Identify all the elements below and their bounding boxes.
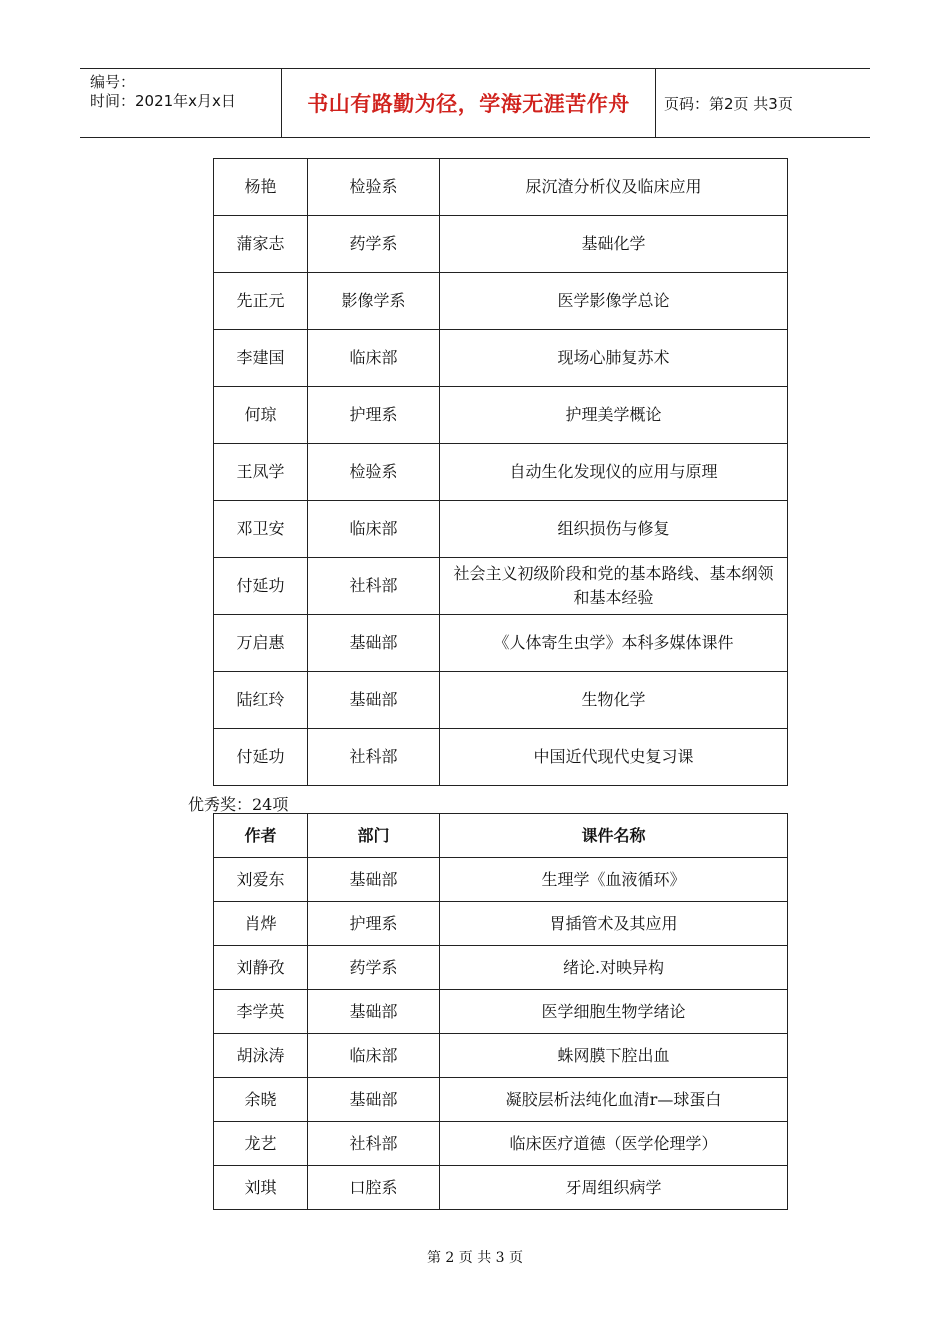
dept-cell: 药学系 (308, 216, 440, 273)
table-row (214, 902, 788, 946)
excellence-award-note: 优秀奖：24项 (188, 795, 289, 814)
dept-cell: 护理系 (308, 902, 440, 946)
dept-cell: 口腔系 (308, 1166, 440, 1210)
course-title-cell: 生物化学 (440, 672, 788, 729)
author-cell: 蒲家志 (214, 216, 308, 273)
author-cell: 王凤学 (214, 444, 308, 501)
table-row (214, 1122, 788, 1166)
course-title-cell: 自动生化发现仪的应用与原理 (440, 444, 788, 501)
header-page-cell (656, 69, 870, 137)
course-title-cell: 生理学《血液循环》 (440, 858, 788, 902)
dept-cell: 基础部 (308, 615, 440, 672)
dept-cell: 影像学系 (308, 273, 440, 330)
column-header-title: 课件名称 (440, 814, 788, 858)
author-cell: 先正元 (214, 273, 308, 330)
table-row (214, 1078, 788, 1122)
table-row (214, 273, 788, 330)
course-title-cell: 蛛网膜下腔出血 (440, 1034, 788, 1078)
course-title-cell: 绪论.对映异构 (440, 946, 788, 990)
table-row (214, 615, 788, 672)
table-row (214, 558, 788, 615)
course-title-cell: 现场心肺复苏术 (440, 330, 788, 387)
table-header-row (214, 814, 788, 858)
dept-cell: 临床部 (308, 501, 440, 558)
page-footer: 第 2 页 共 3 页 (426, 1250, 524, 1266)
course-title-cell: 牙周组织病学 (440, 1166, 788, 1210)
dept-cell: 基础部 (308, 990, 440, 1034)
table-row (214, 444, 788, 501)
dept-cell: 护理系 (308, 387, 440, 444)
column-header-author: 作者 (214, 814, 308, 858)
number-label: 编号： (90, 73, 136, 91)
dept-cell: 临床部 (308, 1034, 440, 1078)
header-motto-cell (282, 69, 656, 137)
header-meta (80, 69, 282, 137)
dept-cell: 基础部 (308, 672, 440, 729)
author-cell: 陆红玲 (214, 672, 308, 729)
course-title-cell: 临床医疗道德（医学伦理学） (440, 1122, 788, 1166)
table-row (214, 330, 788, 387)
table-row (214, 672, 788, 729)
excellence-award-table (213, 813, 788, 1210)
page-header (80, 68, 870, 138)
dept-cell: 检验系 (308, 444, 440, 501)
author-cell: 李学英 (214, 990, 308, 1034)
course-title-cell: 胃插管术及其应用 (440, 902, 788, 946)
author-cell: 万启惠 (214, 615, 308, 672)
dept-cell: 临床部 (308, 330, 440, 387)
author-cell: 何琼 (214, 387, 308, 444)
course-title-cell: 基础化学 (440, 216, 788, 273)
dept-cell: 社科部 (308, 558, 440, 615)
author-cell: 刘琪 (214, 1166, 308, 1210)
author-cell: 龙艺 (214, 1122, 308, 1166)
header-motto: 书山有路勤为径，学海无涯苦作舟 (307, 92, 630, 116)
table-row (214, 990, 788, 1034)
author-cell: 付延功 (214, 558, 308, 615)
course-title-cell: 《人体寄生虫学》本科多媒体课件 (440, 615, 788, 672)
column-header-dept: 部门 (308, 814, 440, 858)
course-title-cell: 医学细胞生物学绪论 (440, 990, 788, 1034)
time-label: 时间：2021年x月x日 (90, 92, 236, 110)
award-table-continued (213, 158, 788, 786)
table-row (214, 159, 788, 216)
table-row (214, 858, 788, 902)
course-title-cell: 护理美学概论 (440, 387, 788, 444)
dept-cell: 基础部 (308, 1078, 440, 1122)
table-row (214, 946, 788, 990)
table-row (214, 729, 788, 786)
dept-cell: 药学系 (308, 946, 440, 990)
author-cell: 杨艳 (214, 159, 308, 216)
table-row (214, 216, 788, 273)
author-cell: 邓卫安 (214, 501, 308, 558)
course-title-cell: 尿沉渣分析仪及临床应用 (440, 159, 788, 216)
author-cell: 肖烨 (214, 902, 308, 946)
author-cell: 胡泳涛 (214, 1034, 308, 1078)
author-cell: 刘爱东 (214, 858, 308, 902)
table-row (214, 1034, 788, 1078)
course-title-cell: 组织损伤与修复 (440, 501, 788, 558)
table-row (214, 1166, 788, 1210)
course-title-cell: 凝胶层析法纯化血清r—球蛋白 (440, 1078, 788, 1122)
dept-cell: 基础部 (308, 858, 440, 902)
dept-cell: 社科部 (308, 729, 440, 786)
author-cell: 付延功 (214, 729, 308, 786)
dept-cell: 检验系 (308, 159, 440, 216)
course-title-cell: 社会主义初级阶段和党的基本路线、基本纲领和基本经验 (440, 558, 788, 615)
author-cell: 刘静孜 (214, 946, 308, 990)
table-row (214, 501, 788, 558)
author-cell: 余晓 (214, 1078, 308, 1122)
table-row (214, 387, 788, 444)
course-title-cell: 中国近代现代史复习课 (440, 729, 788, 786)
dept-cell: 社科部 (308, 1122, 440, 1166)
author-cell: 李建国 (214, 330, 308, 387)
header-page-label: 页码：第2页 共3页 (664, 94, 793, 113)
course-title-cell: 医学影像学总论 (440, 273, 788, 330)
